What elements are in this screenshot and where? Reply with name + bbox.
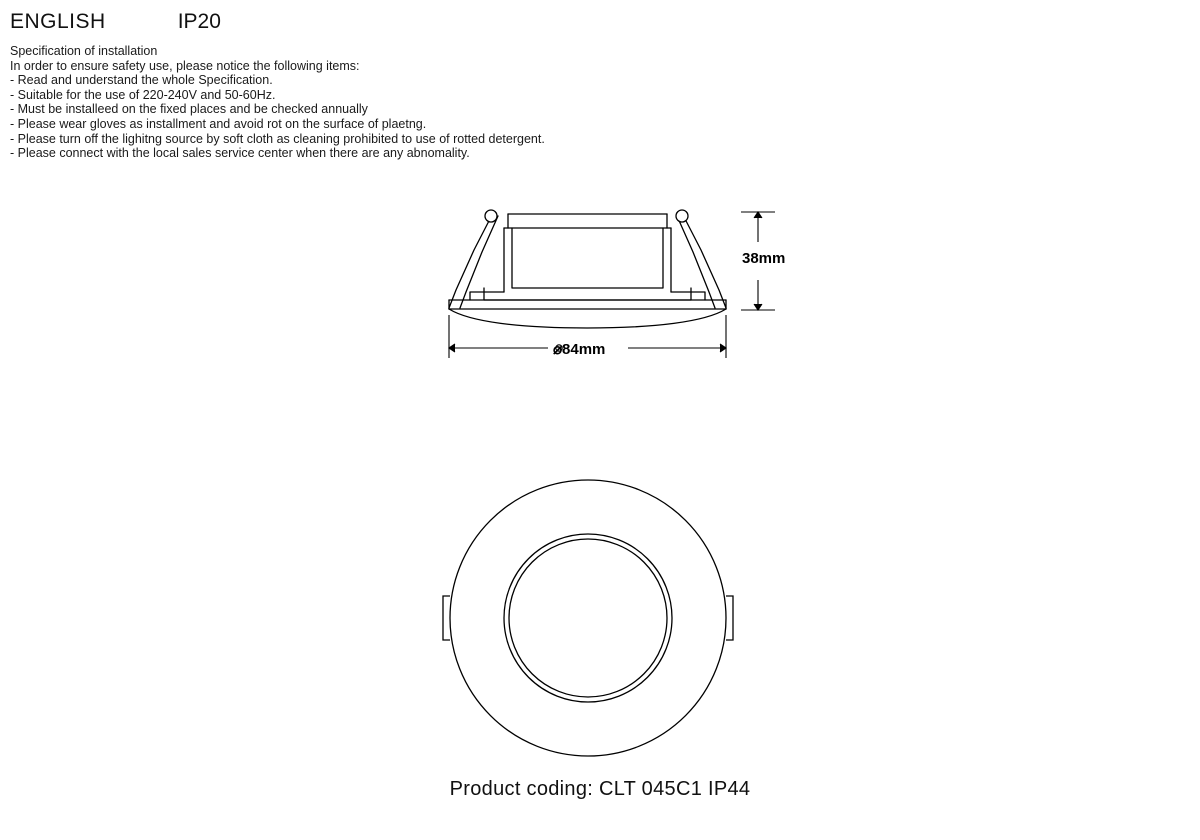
language-label: ENGLISH — [10, 10, 106, 33]
page-footer — [0, 778, 1200, 801]
spec-item: - Read and understand the whole Specification. — [10, 73, 273, 88]
height-dimension-label: 38mm — [742, 250, 786, 267]
spec-item: - Please turn off the lighitng source by soft cloth as cleaning prohibited to use of rotted detergent. — [10, 131, 545, 146]
specification-block — [10, 44, 770, 161]
dimension-lines — [449, 212, 775, 358]
spec-title: Specification of installation — [10, 44, 158, 58]
spec-item: - Please connect with the local sales service center when there are any abnomality. — [10, 146, 470, 161]
spec-item: - Suitable for the use of 220-240V and 50-60Hz. — [10, 87, 276, 102]
spec-intro: In order to ensure safety use, please notice the following items: — [10, 58, 360, 73]
diameter-dimension-label: ⌀84mm — [553, 341, 606, 358]
side-section-view — [449, 210, 726, 328]
page-header — [10, 10, 221, 34]
ip-rating-label: IP20 — [177, 10, 221, 33]
top-plan-view — [443, 480, 733, 756]
spec-item: - Please wear gloves as installment and avoid rot on the surface of plaetng. — [10, 116, 427, 131]
spec-item: - Must be installeed on the fixed places and be checked annually — [10, 102, 368, 117]
product-coding-label: Product coding: CLT 045C1 IP44 — [449, 778, 751, 800]
